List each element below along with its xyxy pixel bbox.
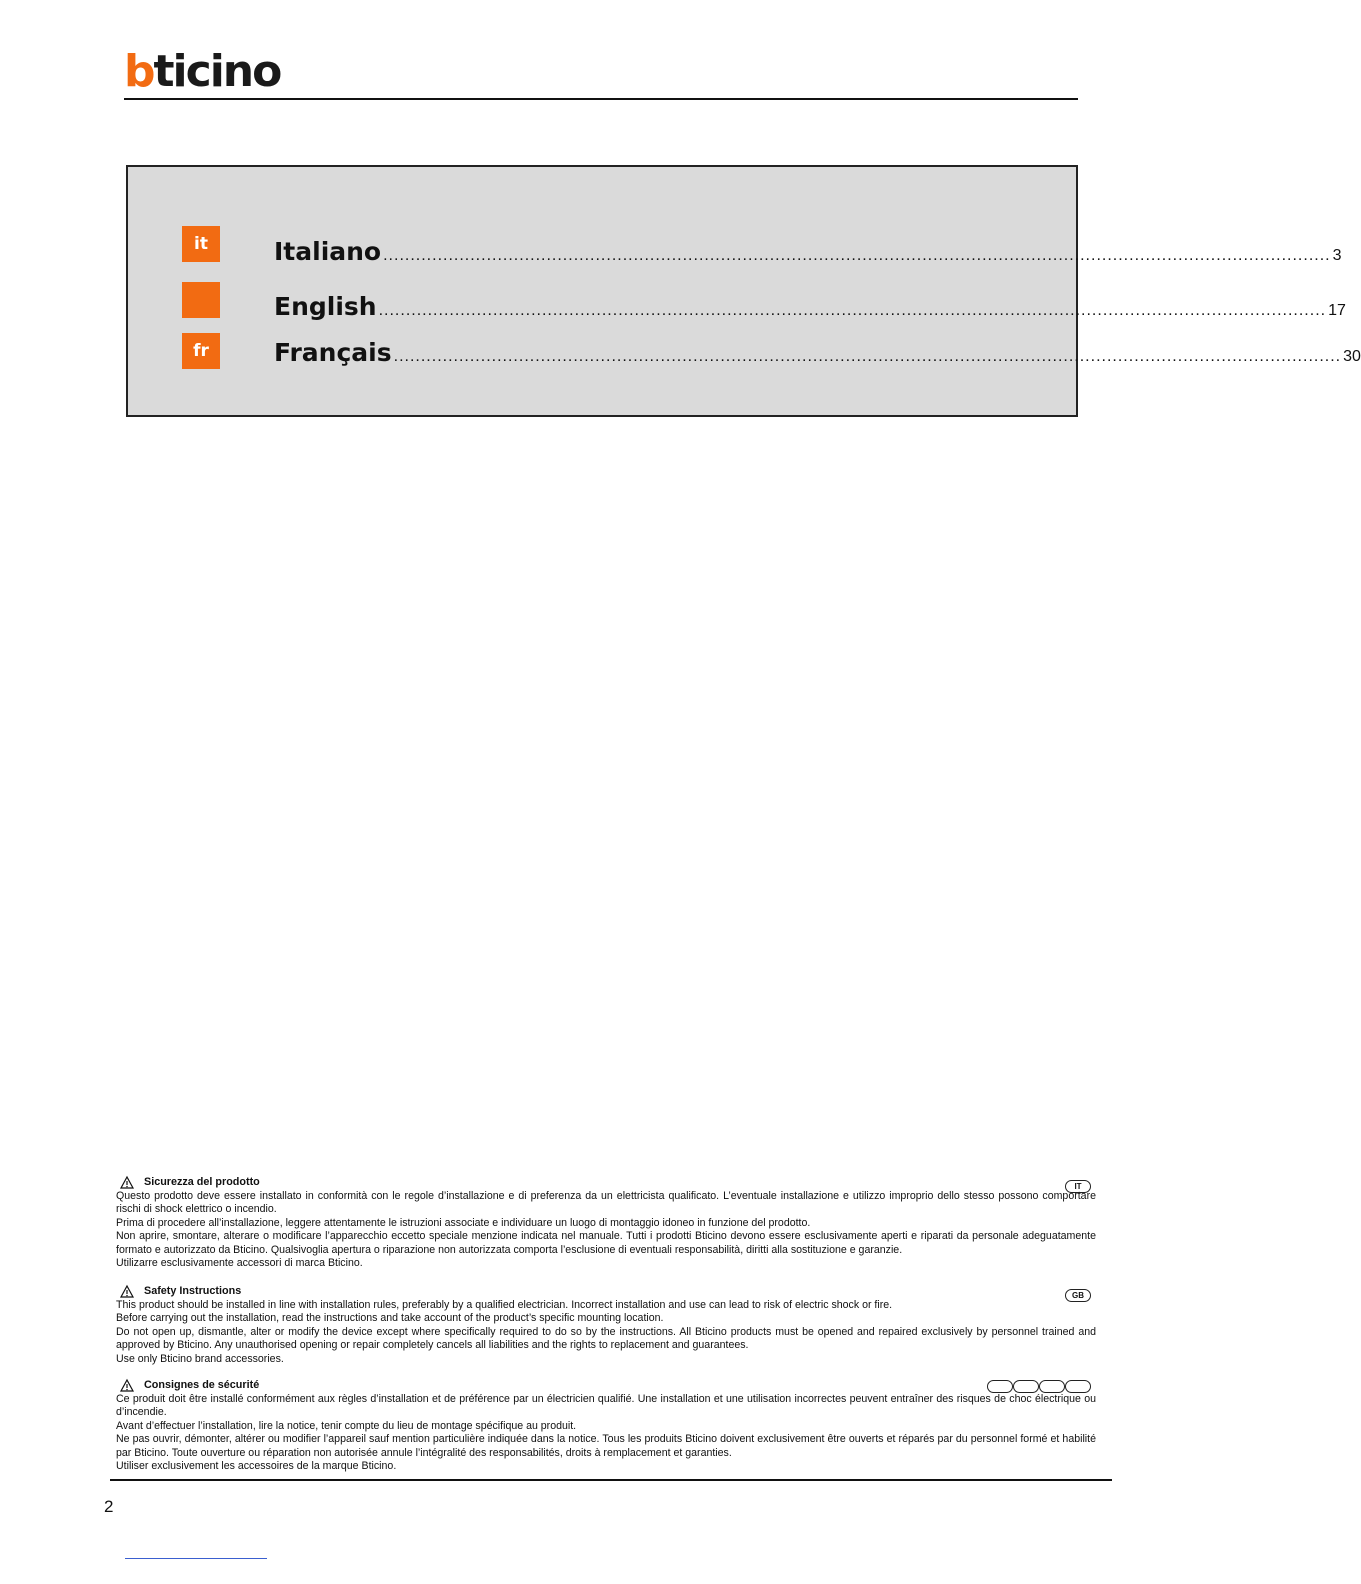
warning-icon (120, 1176, 134, 1189)
safety-section-it (116, 1176, 1096, 1271)
safety-title: Safety Instructions (144, 1285, 242, 1297)
safety-paragraph: Prima di procedere all’installazione, leggere attentamente le istruzioni associate e individuare un luogo di montaggio idoneo in funzione del prodotto. (116, 1216, 811, 1229)
safety-paragraph: Use only Bticino brand accessories. (116, 1352, 284, 1365)
toc-entry-page: 30 (1343, 348, 1361, 365)
lang-badge-oval-empty (1065, 1380, 1091, 1393)
lang-badge-fr: fr (182, 333, 220, 369)
safety-paragraph: This product should be installed in line with installation rules, preferably by a qualified electrician. Incorrect installation and use can lead to risk of electric shock or fire. (116, 1298, 893, 1311)
toc-leader-dots: .............................................................................................................................................................................. (383, 247, 1331, 264)
toc-entry-name: Français (274, 338, 392, 367)
safety-paragraph: Ne pas ouvrir, démonter, altérer ou modifier l’appareil sauf mention particulière indiquée dans la notice. Tous les produits Bticino doivent exclusivement être ouverts et réparés par du personnel formé et habilité par Bticino. Toute ouverture ou réparation non autorisée annule l’intégralité des responsabilités, droits à remplacement et garanties. (116, 1433, 1096, 1459)
toc-entry-page: 3 (1332, 247, 1342, 264)
toc-entry-italiano[interactable] (274, 237, 1342, 271)
toc-entry-name: English (274, 292, 377, 321)
safety-paragraph: Ce produit doit être installé conformément aux règles d’installation et de préférence par un électricien qualifié. Une installation et une utilisation incorrectes peuvent entraîner des risques de choc électrique ou d’incendie. (116, 1392, 1096, 1418)
lang-badge-it-oval: IT (1065, 1180, 1091, 1193)
safety-title: Consignes de sécurité (144, 1379, 260, 1391)
lang-badge-oval-empty (1013, 1380, 1039, 1393)
safety-section-fr (116, 1379, 1096, 1474)
lang-badge-oval-empty (1039, 1380, 1065, 1393)
warning-icon (120, 1379, 134, 1392)
safety-section-gb (116, 1285, 1096, 1366)
lang-badge-en (182, 282, 220, 318)
toc-entry-page: 17 (1328, 302, 1346, 319)
safety-paragraph: Questo prodotto deve essere installato in conformità con le regole d’installazione e di preferenza da un elettricista qualificato. L’eventuale installazione e utilizzo improprio dello stesso possono comportare rischi di shock elettrico o incendio. (116, 1189, 1096, 1215)
page-number: 2 (104, 1497, 114, 1516)
safety-paragraph: Non aprire, smontare, alterare o modificare l’apparecchio eccetto speciale menzione indicata nel manuale. Tutti i prodotti Bticino devono essere esclusivamente aperti e riparati da personale adeguatamente formato e autorizzato da Bticino. Qualsivoglia apertura o riparazione non autorizzata comporta l’esclusione di eventuali responsabilità, diritti alla sostituzione e garanzie. (116, 1230, 1096, 1256)
warning-icon (120, 1285, 134, 1298)
toc-leader-dots: .............................................................................................................................................................................. (378, 302, 1327, 319)
safety-title: Sicurezza del prodotto (144, 1176, 260, 1188)
toc-leader-dots: .............................................................................................................................................................................. (393, 348, 1342, 365)
safety-paragraph: Avant d’effectuer l’installation, lire la notice, tenir compte du lieu de montage spécifique au produit. (116, 1419, 577, 1432)
toc-entry-francais[interactable] (274, 338, 1361, 372)
safety-paragraph: Utilizarre esclusivamente accessori di marca Bticino. (116, 1257, 363, 1269)
lang-badge-oval-empty (987, 1380, 1013, 1393)
toc-entry-name: Italiano (274, 237, 382, 266)
safety-paragraph: Utiliser exclusivement les accessoires de la marque Bticino. (116, 1460, 397, 1472)
bticino-logo: bticino (124, 46, 281, 97)
header-divider (124, 98, 1078, 100)
lang-badge-gb-oval: GB (1065, 1289, 1091, 1302)
footer-link-underline (125, 1558, 267, 1559)
footer-divider (110, 1479, 1112, 1481)
lang-badge-it: it (182, 226, 220, 262)
safety-paragraph: Before carrying out the installation, read the instructions and take account of the product’s specific mounting location. (116, 1312, 664, 1324)
table-of-contents (126, 165, 1361, 417)
toc-entry-english[interactable] (274, 292, 1346, 326)
safety-paragraph: Do not open up, dismantle, alter or modify the device except where specifically required to do so by the instructions. All Bticino products must be opened and repaired exclusively by personnel trained and approved by Bticino. Any unauthorised opening or repair completely cancels all liabilities and the rights to replacement and guarantees. (116, 1325, 1096, 1351)
